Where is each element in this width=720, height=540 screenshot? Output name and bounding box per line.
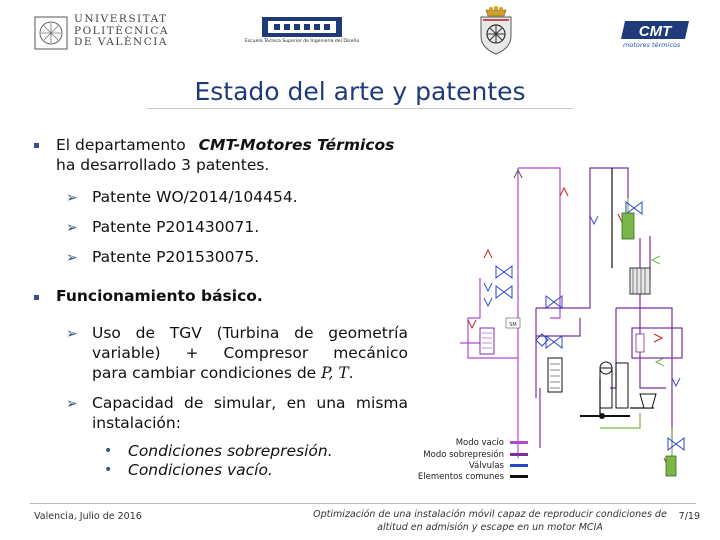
bullet-patents-line2: ha desarrollado 3 patentes. bbox=[56, 156, 270, 174]
footer-thesis-line1: Optimización de una instalación móvil capaz de reproducir condiciones de bbox=[313, 509, 667, 520]
footer-divider bbox=[30, 503, 696, 504]
filter-column bbox=[548, 358, 562, 392]
university-crest-icon bbox=[471, 4, 521, 56]
dot-bullet-icon: • bbox=[104, 462, 113, 478]
legend-swatch-vacuum bbox=[510, 441, 528, 444]
simulate-line1-text: Capacidad de simular, en una misma bbox=[92, 394, 408, 412]
escuela-logo-text: Escuela Técnica Superior de Ingeniería del Diseño bbox=[244, 39, 360, 44]
tgv-line2 bbox=[92, 344, 408, 362]
arrow-bullet-icon: ➢ bbox=[66, 220, 78, 236]
arrow-bullet-icon: ➢ bbox=[66, 250, 78, 266]
tgv-line2-text: variable) + Compresor mecánico bbox=[92, 344, 408, 362]
compressor-funnel bbox=[640, 394, 656, 408]
footer-thesis-line2: altitud en admisión y escape en un motor MCIA bbox=[377, 522, 603, 533]
tgv-line1-text: Uso de TGV (Turbina de geometría bbox=[92, 324, 408, 342]
bullet-patents-text: El departamento bbox=[56, 136, 186, 154]
motor-label: SM bbox=[509, 322, 517, 328]
upv-emblem-icon bbox=[34, 16, 68, 50]
page-number: 7/19 bbox=[678, 511, 700, 522]
legend-label-vacuum: Modo vacío bbox=[455, 438, 504, 448]
simulate-line2: instalación: bbox=[92, 414, 181, 432]
legend-swatch-overpressure bbox=[510, 453, 528, 456]
arrow-bullet-icon: ➢ bbox=[66, 326, 78, 342]
tgv-line3-end: . bbox=[348, 364, 354, 382]
cmt-logo-mark bbox=[619, 18, 691, 42]
tgv-line1 bbox=[92, 324, 408, 342]
legend-label-overpressure: Modo sobrepresión bbox=[423, 450, 504, 460]
patent-item-1: Patente WO/2014/104454. bbox=[92, 188, 298, 206]
condition-vacuum: Condiciones vacío. bbox=[128, 461, 273, 479]
upv-logo bbox=[34, 13, 169, 52]
green-filter-bottom bbox=[666, 456, 676, 476]
bullet-patents-line1 bbox=[56, 136, 394, 154]
legend-swatch-common bbox=[510, 475, 528, 478]
condition-overpressure: Condiciones sobrepresión. bbox=[128, 442, 333, 460]
arrow-bullet-icon: ➢ bbox=[66, 396, 78, 412]
title-divider bbox=[147, 108, 573, 109]
cmt-logo-text: CMT bbox=[638, 23, 672, 40]
dot-bullet-icon: • bbox=[104, 443, 113, 459]
legend-label-valves: Válvulas bbox=[468, 461, 504, 471]
patent-item-2: Patente P201430071. bbox=[92, 218, 260, 236]
legend-swatch-valves bbox=[510, 464, 528, 467]
arrow-bullet-icon: ➢ bbox=[66, 190, 78, 206]
bullet-square-icon bbox=[34, 143, 39, 148]
simulate-line1 bbox=[92, 394, 408, 412]
department-name: CMT-Motores Térmicos bbox=[198, 136, 395, 154]
heat-exchanger-left bbox=[480, 328, 494, 354]
escuela-logo bbox=[238, 16, 366, 52]
tgv-line3-text: para cambiar condiciones de bbox=[92, 364, 317, 382]
escuela-building-icon bbox=[238, 16, 366, 38]
installation-schematic bbox=[440, 158, 700, 478]
cmt-logo-subtitle: motores térmicos bbox=[623, 41, 681, 49]
legend-label-common: Elementos comunes bbox=[417, 472, 504, 482]
column-tank-2 bbox=[616, 363, 628, 408]
bullet-funcionamiento: Funcionamiento básico. bbox=[56, 287, 263, 305]
footer-thesis-title bbox=[310, 508, 670, 534]
pressure-temperature-math: P, T bbox=[321, 364, 349, 382]
cmt-logo bbox=[619, 18, 691, 52]
upv-logo-text: UNIVERSITAT POLITÈCNICA DE VALÈNCIA bbox=[74, 13, 169, 48]
green-filter-top bbox=[622, 213, 634, 239]
patent-item-3: Patente P201530075. bbox=[92, 248, 260, 266]
slide-title: Estado del arte y patentes bbox=[194, 77, 526, 106]
footer-location-date: Valencia, Julio de 2016 bbox=[34, 511, 142, 522]
bullet-square-icon bbox=[34, 295, 39, 300]
tgv-line3 bbox=[92, 364, 354, 382]
